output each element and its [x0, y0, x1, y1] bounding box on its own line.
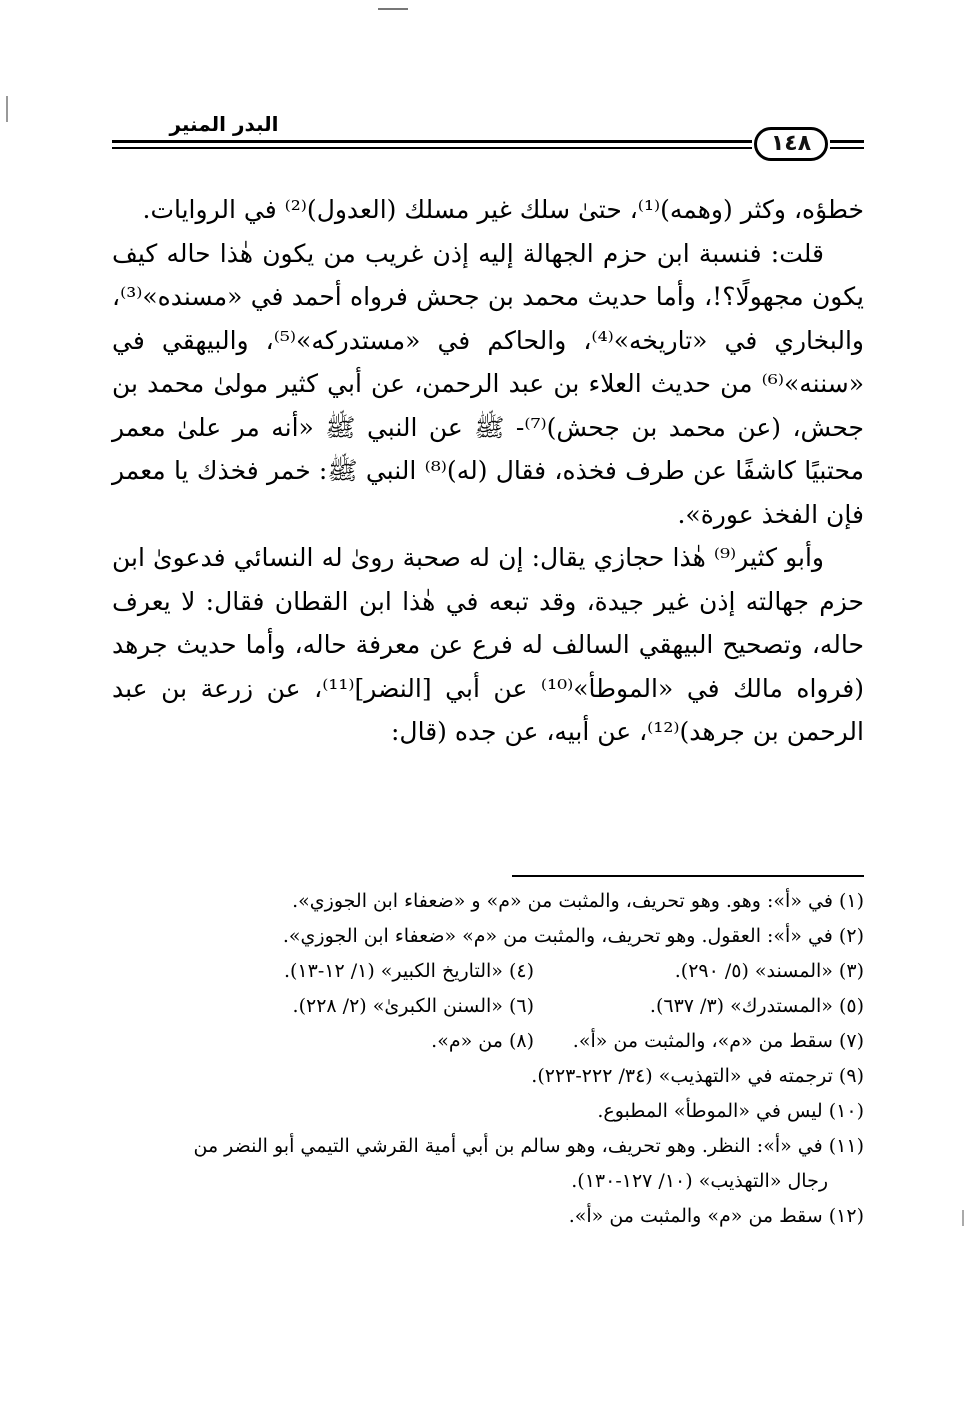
footnote: (٩) ترجمته في «التهذيب» (٣٤/ ٢٢٢-٢٢٣).: [531, 1065, 864, 1087]
paragraph: خطؤه، وكثر (وهمه)⁽¹⁾، حتىٰ سلك غير مسلك (العدول)⁽²⁾ في الروايات.: [142, 195, 864, 224]
footnote: (٥) «المستدرك» (٣/ ٦٣٧).: [649, 995, 864, 1017]
scan-mark: [962, 1210, 964, 1226]
main-text: [112, 188, 864, 754]
page-header: [112, 104, 864, 174]
header-rule: [830, 147, 864, 149]
scan-mark: [378, 8, 408, 10]
scan-mark: [6, 96, 8, 122]
paragraph: وأبو كثير⁽⁹⁾ هٰذا حجازي يقال: إن له صحبة روىٰ له النسائي فدعوىٰ ابن حزم جهالته إذن غير جيدة، وقد تبعه في هٰذا ابن القطان فقال: لا يعرف حاله، وتصحيح البيهقي السالف له فرع عن معرفة حاله، وأما حديث جرهد (فرواه مالك في «الموطأ»⁽¹⁰⁾ عن أبي [النضر]⁽¹¹⁾، عن زرعة بن عبد الرحمن بن جرهد)⁽¹²⁾، عن أبيه، عن جده (قال:: [112, 543, 864, 746]
paragraph: قلت: فنسبة ابن حزم الجهالة إليه إذن غريب من يكون هٰذا حاله كيف يكون مجهولًا؟!، وأما حديث محمد بن جحش فرواه أحمد في «مسنده»⁽³⁾، والبخاري في «تاريخه»⁽⁴⁾، والحاكم في «مستدركه»⁽⁵⁾، والبيهقي في «سننه»⁽⁶⁾ من حديث العلاء بن عبد الرحمن، عن أبي كثير مولىٰ محمد بن جحش، (عن محمد بن جحش)⁽⁷⁾- ﷺ عن النبي ﷺ «أنه مر علىٰ معمر محتبيًا كاشفًا عن طرف فخذه، فقال (له)⁽⁸⁾ النبي ﷺ: خمر فخذك يا معمر فإن الفخذ عورة».: [112, 238, 864, 529]
header-rule: [112, 140, 752, 143]
footnote: (٧) سقط من «م»، والمثبت من «أ».: [572, 1030, 864, 1052]
footnote-continuation: رجال «التهذيب» (١٠/ ١٢٧-١٣٠).: [571, 1170, 828, 1192]
footnote: (١٢) سقط من «م» والمثبت من «أ».: [568, 1205, 864, 1227]
footnote-row: [110, 989, 864, 1024]
page-number: ١٤٨: [754, 127, 828, 161]
footnote: (٣) «المسند» (٥/ ٢٩٠).: [674, 960, 864, 982]
header-rule: [830, 140, 864, 143]
footnotes: [110, 884, 864, 1234]
footnote: (١٠) ليس في «الموطأ» المطبوع.: [597, 1100, 864, 1122]
footnote: (١) في «أ»: وهو. وهو تحريف، والمثبت من «م» و «ضعفاء ابن الجوزي».: [292, 890, 864, 912]
running-title: البدر المنير: [169, 112, 279, 136]
footnote-row: [110, 954, 864, 989]
footnote: (٨) من «م».: [431, 1030, 534, 1052]
footnote-row: [110, 1024, 864, 1059]
header-rule: [112, 147, 752, 149]
footnote: (٦) «السنن الكبرىٰ» (٢/ ٢٢٨).: [292, 995, 534, 1017]
footnote: (١١) في «أ»: النظر. وهو تحريف، وهو سالم بن أبي أمية القرشي التيمي أبو النضر من: [193, 1135, 864, 1157]
footnote: (٤) «التاريخ الكبير» (١/ ١٢-١٣).: [283, 960, 534, 982]
footnote-separator: [512, 875, 864, 877]
footnote: (٢) في «أ»: العقول. وهو تحريف، والمثبت من «م» «ضعفاء ابن الجوزي».: [282, 925, 864, 947]
